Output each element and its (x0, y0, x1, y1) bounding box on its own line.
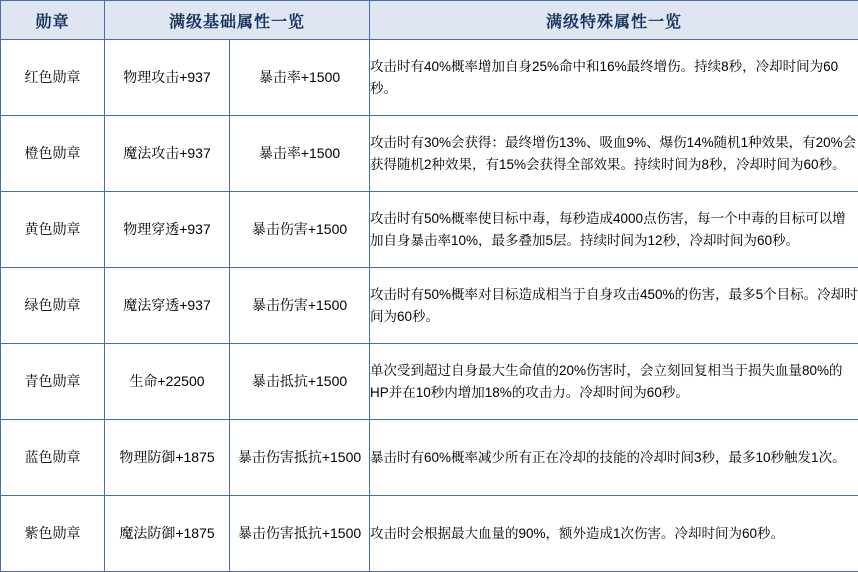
medal-base-attribute: 物理攻击+937 (105, 40, 230, 116)
medal-special-attribute: 单次受到超过自身最大生命值的20%伤害时，会立刻回复相当于损失血量80%的HP并在10秒内增加18%的攻击力。冷却时间为60秒。 (370, 344, 858, 420)
medal-base-attribute: 物理防御+1875 (105, 420, 230, 496)
medal-crit-attribute: 暴击率+1500 (230, 40, 370, 116)
table-header-row (1, 1, 858, 40)
column-header-special-attributes: 满级特殊属性一览 (370, 1, 858, 40)
medal-name: 紫色勋章 (1, 496, 105, 572)
column-header-base-attributes: 满级基础属性一览 (105, 1, 370, 40)
table-header (1, 1, 858, 40)
column-header-medal: 勋章 (1, 1, 105, 40)
medal-special-attribute: 攻击时有50%概率对目标造成相当于自身攻击450%的伤害，最多5个目标。冷却时间为60秒。 (370, 268, 858, 344)
medal-name: 黄色勋章 (1, 192, 105, 268)
medal-special-attribute: 攻击时有30%会获得：最终增伤13%、吸血9%、爆伤14%随机1种效果，有20%会获得随机2种效果，有15%会获得全部效果。持续时间为8秒，冷却时间为60秒。 (370, 116, 858, 192)
medal-name: 青色勋章 (1, 344, 105, 420)
table-row (1, 420, 858, 496)
table-row (1, 496, 858, 572)
table-row (1, 344, 858, 420)
medal-base-attribute: 魔法防御+1875 (105, 496, 230, 572)
table-row (1, 268, 858, 344)
medal-crit-attribute: 暴击伤害+1500 (230, 268, 370, 344)
medal-special-attribute: 暴击时有60%概率减少所有正在冷却的技能的冷却时间3秒，最多10秒触发1次。 (370, 420, 858, 496)
medal-base-attribute: 魔法穿透+937 (105, 268, 230, 344)
medal-name: 橙色勋章 (1, 116, 105, 192)
table-row (1, 192, 858, 268)
table-row (1, 116, 858, 192)
medal-name: 蓝色勋章 (1, 420, 105, 496)
table-body (1, 40, 858, 572)
table-row (1, 40, 858, 116)
medal-name: 绿色勋章 (1, 268, 105, 344)
medal-base-attribute: 生命+22500 (105, 344, 230, 420)
medal-crit-attribute: 暴击伤害+1500 (230, 192, 370, 268)
medal-base-attribute: 魔法攻击+937 (105, 116, 230, 192)
medal-special-attribute: 攻击时有40%概率增加自身25%命中和16%最终增伤。持续8秒，冷却时间为60秒。 (370, 40, 858, 116)
medal-crit-attribute: 暴击抵抗+1500 (230, 344, 370, 420)
medal-name: 红色勋章 (1, 40, 105, 116)
medal-crit-attribute: 暴击率+1500 (230, 116, 370, 192)
medal-crit-attribute: 暴击伤害抵抗+1500 (230, 420, 370, 496)
medal-base-attribute: 物理穿透+937 (105, 192, 230, 268)
medal-crit-attribute: 暴击伤害抵抗+1500 (230, 496, 370, 572)
medal-special-attribute: 攻击时会根据最大血量的90%，额外造成1次伤害。冷却时间为60秒。 (370, 496, 858, 572)
medal-special-attribute: 攻击时有50%概率使目标中毒，每秒造成4000点伤害，每一个中毒的目标可以增加自身暴击率10%，最多叠加5层。持续时间为12秒，冷却时间为60秒。 (370, 192, 858, 268)
